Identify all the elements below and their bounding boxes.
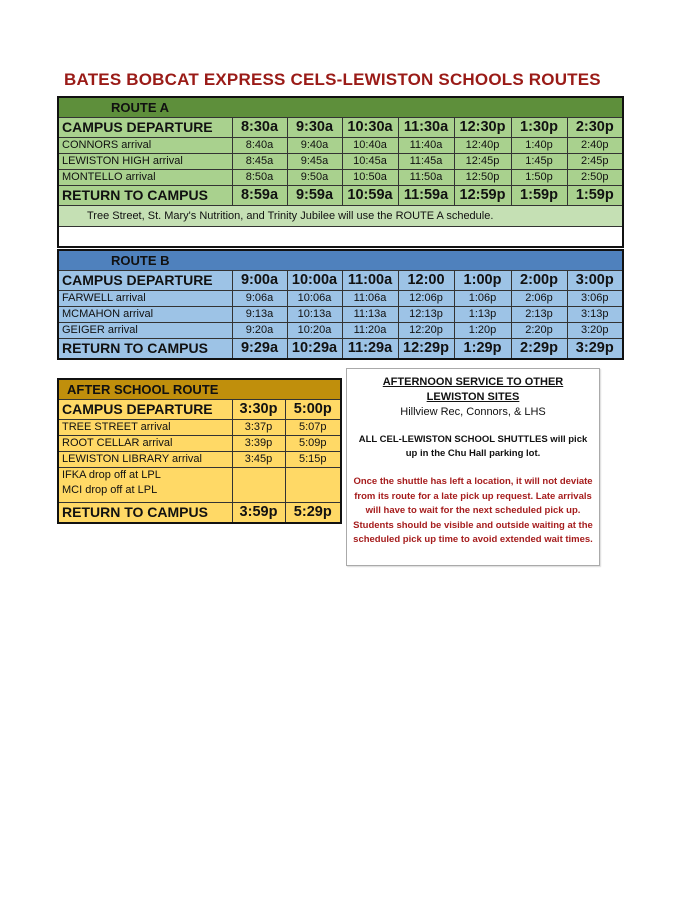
time-cell: 10:45a: [342, 154, 398, 170]
page-title: BATES BOBCAT EXPRESS CELS-LEWISTON SCHOOLS ROUTES: [64, 70, 601, 89]
route-a-header: ROUTE A: [58, 97, 623, 118]
stop-label: FARWELL arrival: [58, 291, 232, 307]
time-cell: 8:45a: [232, 154, 287, 170]
route-a-note: Tree Street, St. Mary's Nutrition, and Trinity Jubilee will use the ROUTE A schedule.: [58, 206, 623, 227]
time-cell: 11:45a: [398, 154, 454, 170]
time-cell: 8:59a: [232, 186, 287, 206]
time-cell: 11:30a: [398, 118, 454, 138]
departure-label: CAMPUS DEPARTURE: [58, 400, 232, 420]
time-cell: 12:29p: [398, 339, 454, 360]
time-cell: 12:13p: [398, 307, 454, 323]
spacer-row: [58, 227, 623, 248]
route-b-departure-row: [58, 271, 623, 291]
time-cell: 9:00a: [232, 271, 287, 291]
table-row: [58, 170, 623, 186]
route-a-table: [57, 96, 624, 248]
time-cell: 1:06p: [454, 291, 511, 307]
time-cell: 1:30p: [511, 118, 567, 138]
afternoon-service-info-box: [346, 368, 600, 566]
time-cell: 1:59p: [567, 186, 623, 206]
time-cell: 3:13p: [567, 307, 623, 323]
time-cell: 2:06p: [511, 291, 567, 307]
time-cell: 5:09p: [285, 436, 341, 452]
time-cell: 10:20a: [287, 323, 342, 339]
time-cell: 5:15p: [285, 452, 341, 468]
shuttle-pickup-note: ALL CEL-LEWISTON SCHOOL SHUTTLES will pick up in the Chu Hall parking lot.: [358, 434, 588, 459]
time-cell: 12:06p: [398, 291, 454, 307]
time-cell: 9:06a: [232, 291, 287, 307]
time-cell: 11:29a: [342, 339, 398, 360]
time-cell: 5:29p: [285, 503, 341, 524]
dropoff-cell: [58, 468, 232, 503]
time-cell: 12:40p: [454, 138, 511, 154]
time-cell: 1:29p: [454, 339, 511, 360]
time-cell: 11:59a: [398, 186, 454, 206]
table-row: [58, 323, 623, 339]
route-a-header-row: [58, 97, 623, 118]
time-cell: 3:30p: [232, 400, 285, 420]
dropoff-mci: MCI drop off at LPL: [62, 484, 158, 496]
info-heading: AFTERNOON SERVICE TO OTHER LEWISTON SITES: [382, 376, 564, 403]
stop-label: GEIGER arrival: [58, 323, 232, 339]
time-cell: 3:20p: [567, 323, 623, 339]
route-a-departure-row: [58, 118, 623, 138]
time-cell: 10:29a: [287, 339, 342, 360]
stop-label: MONTELLO arrival: [58, 170, 232, 186]
time-cell: 5:07p: [285, 420, 341, 436]
departure-label: CAMPUS DEPARTURE: [58, 271, 232, 291]
after-school-table: [57, 378, 342, 524]
time-cell: 8:50a: [232, 170, 287, 186]
time-cell: 12:20p: [398, 323, 454, 339]
time-cell: 10:06a: [287, 291, 342, 307]
dropoff-row: [58, 468, 341, 503]
stop-label: TREE STREET arrival: [58, 420, 232, 436]
after-school-departure-row: [58, 400, 341, 420]
table-row: [58, 420, 341, 436]
route-a-return-row: [58, 186, 623, 206]
time-cell: 2:40p: [567, 138, 623, 154]
stop-label: ROOT CELLAR arrival: [58, 436, 232, 452]
time-cell: 10:59a: [342, 186, 398, 206]
route-b-return-row: [58, 339, 623, 360]
time-cell: 3:29p: [567, 339, 623, 360]
time-cell: 2:29p: [511, 339, 567, 360]
time-cell: 9:59a: [287, 186, 342, 206]
time-cell: 3:59p: [232, 503, 285, 524]
empty-cell: [285, 468, 341, 503]
return-label: RETURN TO CAMPUS: [58, 503, 232, 524]
late-pickup-warning: Once the shuttle has left a location, it will not deviate from its route for a late pick up request. Late arrivals will have to wait for the next scheduled pick up. Students should be visible and outside waiting at the scheduled pick up time to avoid extended wait times.: [353, 476, 593, 545]
dropoff-ifka: IFKA drop off at LPL: [62, 469, 161, 481]
time-cell: 1:59p: [511, 186, 567, 206]
time-cell: 12:59p: [454, 186, 511, 206]
time-cell: 9:30a: [287, 118, 342, 138]
time-cell: 11:13a: [342, 307, 398, 323]
time-cell: 11:40a: [398, 138, 454, 154]
route-a-note-row: [58, 206, 623, 227]
time-cell: 10:30a: [342, 118, 398, 138]
time-cell: 11:06a: [342, 291, 398, 307]
time-cell: 9:29a: [232, 339, 287, 360]
time-cell: 2:20p: [511, 323, 567, 339]
time-cell: 11:00a: [342, 271, 398, 291]
time-cell: 10:40a: [342, 138, 398, 154]
time-cell: 12:50p: [454, 170, 511, 186]
table-row: [58, 452, 341, 468]
after-school-header: AFTER SCHOOL ROUTE: [58, 379, 341, 400]
spacer-cell: [58, 227, 623, 248]
return-label: RETURN TO CAMPUS: [58, 186, 232, 206]
time-cell: 1:50p: [511, 170, 567, 186]
time-cell: 9:50a: [287, 170, 342, 186]
table-row: [58, 307, 623, 323]
time-cell: 10:50a: [342, 170, 398, 186]
return-label: RETURN TO CAMPUS: [58, 339, 232, 360]
info-sites: Hillview Rec, Connors, & LHS: [400, 406, 546, 418]
route-b-header-row: [58, 250, 623, 271]
table-row: [58, 154, 623, 170]
time-cell: 12:30p: [454, 118, 511, 138]
stop-label: MCMAHON arrival: [58, 307, 232, 323]
stop-label: CONNORS arrival: [58, 138, 232, 154]
time-cell: 3:37p: [232, 420, 285, 436]
time-cell: 1:40p: [511, 138, 567, 154]
time-cell: 8:40a: [232, 138, 287, 154]
time-cell: 9:20a: [232, 323, 287, 339]
time-cell: 1:00p: [454, 271, 511, 291]
time-cell: 9:45a: [287, 154, 342, 170]
time-cell: 1:45p: [511, 154, 567, 170]
time-cell: 8:30a: [232, 118, 287, 138]
route-b-header: ROUTE B: [58, 250, 623, 271]
table-row: [58, 138, 623, 154]
time-cell: 10:00a: [287, 271, 342, 291]
time-cell: 2:00p: [511, 271, 567, 291]
time-cell: 11:20a: [342, 323, 398, 339]
time-cell: 12:45p: [454, 154, 511, 170]
time-cell: 1:13p: [454, 307, 511, 323]
stop-label: LEWISTON HIGH arrival: [58, 154, 232, 170]
time-cell: 9:40a: [287, 138, 342, 154]
time-cell: 3:00p: [567, 271, 623, 291]
time-cell: 1:20p: [454, 323, 511, 339]
table-row: [58, 436, 341, 452]
time-cell: 2:13p: [511, 307, 567, 323]
table-row: [58, 291, 623, 307]
route-b-table: [57, 249, 624, 360]
time-cell: 2:45p: [567, 154, 623, 170]
empty-cell: [232, 468, 285, 503]
time-cell: 5:00p: [285, 400, 341, 420]
time-cell: 3:06p: [567, 291, 623, 307]
time-cell: 3:45p: [232, 452, 285, 468]
after-school-header-row: [58, 379, 341, 400]
time-cell: 3:39p: [232, 436, 285, 452]
stop-label: LEWISTON LIBRARY arrival: [58, 452, 232, 468]
time-cell: 2:30p: [567, 118, 623, 138]
time-cell: 2:50p: [567, 170, 623, 186]
time-cell: 12:00: [398, 271, 454, 291]
departure-label: CAMPUS DEPARTURE: [58, 118, 232, 138]
after-school-return-row: [58, 503, 341, 524]
time-cell: 10:13a: [287, 307, 342, 323]
time-cell: 11:50a: [398, 170, 454, 186]
time-cell: 9:13a: [232, 307, 287, 323]
